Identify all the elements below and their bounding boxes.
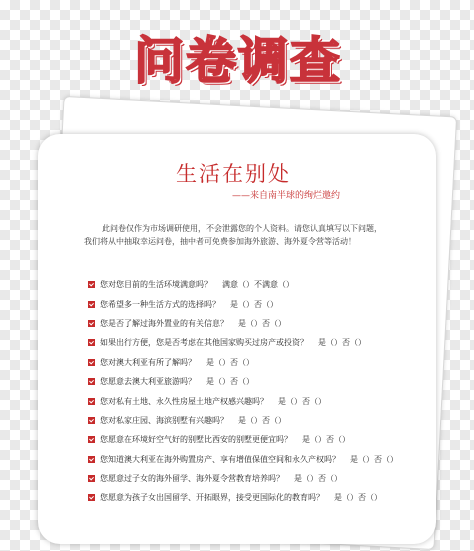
question-text: 您愿意为孩子女出国留学、开拓眼界，接受更国际化的教育吗？: [100, 493, 324, 503]
check-square-icon: [88, 339, 95, 346]
question-item: [88, 430, 398, 449]
check-square-icon: [88, 281, 95, 288]
question-item: [88, 294, 398, 313]
question-text: 您愿意过子女的海外留学、海外夏令营教育培养吗？: [100, 474, 284, 484]
sheet-heading: 生活在别处: [176, 162, 291, 186]
intro-line-2: 我们将从中抽取幸运问卷，抽中者可免费参加海外旅游、海外夏令营等活动！: [84, 237, 356, 246]
question-text: 您愿意在环境好空气好的别墅比西安的别墅更便宜吗？: [100, 435, 292, 445]
question-answer-options[interactable]: 是（）否（）: [334, 493, 382, 503]
page-title: 问卷调查: [134, 32, 342, 90]
question-text: 您对私家庄园、海滨别墅有兴趣吗？: [100, 415, 228, 425]
question-text: 您对您目前的生活环境满意吗？: [100, 280, 212, 290]
question-answer-options[interactable]: 是（）否（）: [206, 377, 254, 387]
check-square-icon: [88, 494, 95, 501]
intro-text: [84, 222, 404, 248]
question-text: 您对私有土地、永久性房屋土地产权感兴趣吗？: [100, 396, 268, 406]
question-answer-options[interactable]: 满意（）不满意（）: [222, 280, 294, 290]
question-item: [88, 353, 398, 372]
question-text: 您是否了解过海外置业的有关信息？: [100, 318, 228, 328]
question-answer-options[interactable]: 是（）否（）: [294, 474, 342, 484]
title-banner: [118, 30, 358, 92]
question-answer-options[interactable]: 是（）否（）: [206, 357, 254, 367]
check-square-icon: [88, 475, 95, 482]
question-item: [88, 469, 398, 488]
sheet-subheading: ——来自南半球的绚烂邀约: [232, 191, 341, 201]
question-item: [88, 333, 398, 352]
question-answer-options[interactable]: 是（）否（）: [230, 299, 278, 309]
question-item: [88, 391, 398, 410]
question-answer-options[interactable]: 是（）否（）: [318, 338, 366, 348]
question-item: [88, 411, 398, 430]
question-list: [88, 275, 398, 508]
question-item: [88, 450, 398, 469]
question-answer-options[interactable]: 是（）否（）: [350, 454, 398, 464]
question-answer-options[interactable]: 是（）否（）: [278, 396, 326, 406]
question-item: [88, 314, 398, 333]
check-square-icon: [88, 456, 95, 463]
check-square-icon: [88, 417, 95, 424]
check-square-icon: [88, 359, 95, 366]
question-text: 您对澳大利亚有所了解吗？: [100, 357, 196, 367]
question-answer-options[interactable]: 是（）否（）: [302, 435, 350, 445]
question-answer-options[interactable]: 是（）否（）: [238, 415, 286, 425]
check-square-icon: [88, 398, 95, 405]
question-text: 您知道澳大利亚在海外购置房产、享有增值保值空间和永久产权吗？: [100, 454, 340, 464]
question-item: [88, 372, 398, 391]
check-square-icon: [88, 301, 95, 308]
question-item: [88, 488, 398, 507]
question-text: 您希望多一种生活方式的选择吗？: [100, 299, 220, 309]
question-item: [88, 275, 398, 294]
check-square-icon: [88, 378, 95, 385]
check-square-icon: [88, 320, 95, 327]
intro-line-1: 此问卷仅作为市场调研使用，不会泄露您的个人资料。请您认真填写以下问题，: [102, 224, 382, 233]
question-answer-options[interactable]: 是（）否（）: [238, 318, 286, 328]
question-text: 如果出行方便，您是否考虑在其他国家购买过房产或投资？: [100, 338, 308, 348]
check-square-icon: [88, 436, 95, 443]
question-text: 您愿意去澳大利亚旅游吗？: [100, 377, 196, 387]
